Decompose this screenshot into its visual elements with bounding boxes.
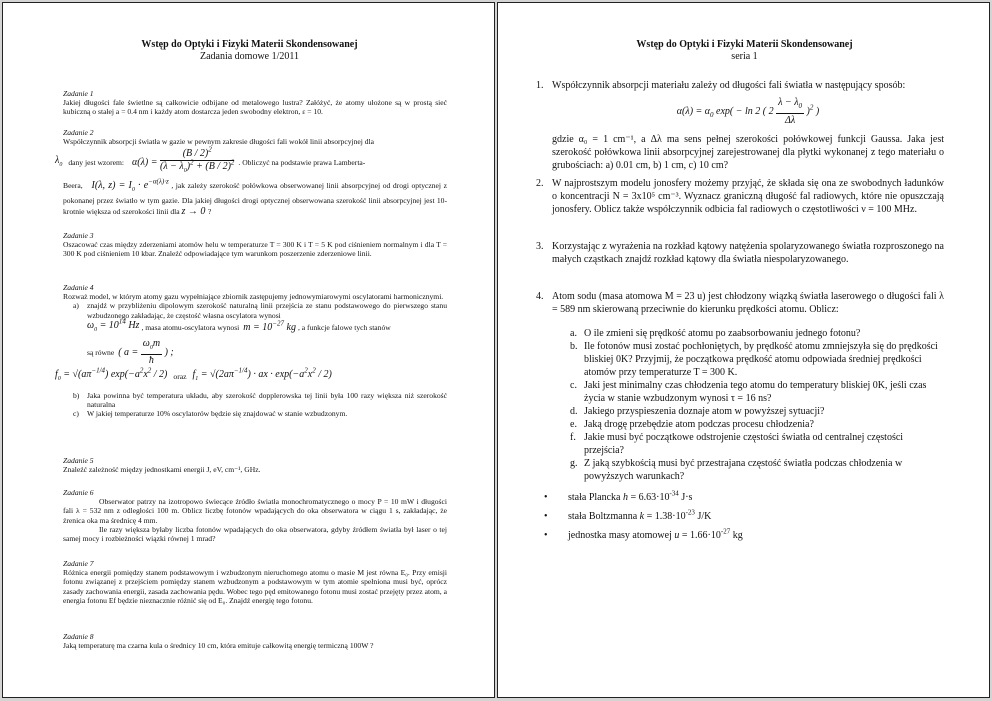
z-limit: z → 0 (181, 205, 208, 217)
constant-symbol: h (622, 492, 628, 503)
sub-text: znajdź w przybliżeniu dipolowym szerokość naturalną linii przejścia ze stanu podstawowego do pierwszego stanu wzbudzonego zakładając, że częstość własna oscylatora wynosi (87, 301, 447, 320)
sub-question (570, 431, 944, 457)
problem-label: Zadanie 7 (63, 559, 94, 568)
sub-question-text: Ile fotonów musi zostać pochłoniętych, by prędkość atomu zmniejszyła się do prędkości bliskiej 0K? Przyjmij, że początkowa prędkość atomu odpowiada średniej prędkości atomów przy temperaturze T = 300 K. (584, 341, 938, 378)
problem-2 (55, 128, 447, 218)
item-number: 4. (536, 291, 544, 302)
constant-value: 1.66·10 (690, 530, 721, 541)
problem-text: . Obliczyć na podstawie prawa Lamberta- (238, 158, 366, 168)
problem-text: Ile razy większa byłaby liczba fotonów wpadających do oka obserwatora, gdyby źródłem światła był laser o tej samej mocy i rozbieżności wiązki równej 1 mrad? (63, 524, 447, 544)
left-page (2, 2, 495, 698)
constants-list (540, 491, 940, 548)
problem-label: Zadanie 1 (63, 89, 94, 98)
sub-question-letter: d. (570, 406, 578, 417)
bullet-icon: • (544, 492, 548, 503)
constant-value: 1.38·10 (654, 511, 686, 522)
a-formula: ( a = $\frac{\omega_0m}{ħ}$ ) ; (118, 337, 174, 366)
item-text: W najprostszym modelu jonosfery możemy przyjąć, że składa się ona ze swobodnych ładunków o koncentracji N = 3x10⁵ cm⁻³. Wyznacz graniczną długość fal radiowych, które nie opuszczają jonosfery. Oblicz także współczynnik odbicia fal radiowych o częstotliwości ν = 100 MHz. (552, 178, 944, 215)
sub-question (570, 418, 944, 431)
formula-line (87, 338, 447, 367)
f0-formula: $f_0 = √(a\pi^{-1/4})$ $\exp(-a^2x^2 / 2)$ (55, 366, 168, 382)
problem-text: Obserwator patrzy na izotropowo świecące źródło światła monochromatycznego o mocy P = 10 mW i długości fali λ = 532 nm z odległości 100 m. Oblicz liczbę fotonów wpadających do oka obserwatora w ciągu 1 s, zakładając, że źrenica oka ma średnicę 4 mm. (63, 497, 447, 525)
item-number: 1. (536, 80, 544, 91)
constant-name: jednostka masy atomowej (568, 530, 672, 541)
problem-text: Rozważ model, w którym atomy gazu wypełniające zbiornik zastępujemy jednowymiarowymi oscylatorami harmonicznymi. (63, 292, 444, 302)
problem-text: Różnica energii pomiędzy stanem podstawowym i wzbudzonym nieruchomego atomu o masie M jest równa E₀. Przy emisji fotonu związanej z przejściem pomiędzy stanem wzbudzonym a podstawowym w tym atomie spełniona musi być, oprócz zasady zachowania energii, zasada zachowania pędu. Wobec tego pęd emitowanego fotonu musi zostać przejęty przez atom, a energia fotonu Ef będzie nieznacznie różnić się od E₀. Znajdź energię tego fotonu. (63, 568, 447, 605)
sub-question (570, 340, 944, 379)
constant-name: stała Plancka (568, 492, 621, 503)
item-3 (536, 240, 944, 266)
lambert-formula: I(λ, $z) = I_0 \cdot e^{-\alpha(\lambda)\cdot z}$ (85, 178, 169, 194)
sub-c: c) W jakiej temperaturze 10% oscylatorów będzie się znajdować w stanie wzbudzonym. (73, 409, 348, 419)
right-page (497, 2, 990, 698)
problem-label: Zadanie 5 (63, 456, 94, 465)
sub-question (570, 327, 944, 340)
sub-question-text: Jaki jest minimalny czas chłodzenia tego atomu do temperatury bliskiej 0K, jeśli czas życia w stanie wzbudzonym wynosi τ = 16 ns? (584, 380, 927, 404)
sub-question-letter: c. (570, 380, 577, 391)
sub-question (570, 405, 944, 418)
problem-label: Zadanie 8 (63, 632, 94, 641)
problem-label: Zadanie 6 (63, 488, 94, 497)
problem-text: ? (207, 206, 212, 216)
lambda0-symbol: $\lambda_0$ (55, 154, 63, 168)
left-subtitle: Zadania domowe 1/2011 (199, 51, 300, 62)
item-text: Atom sodu (masa atomowa M = 23 u) jest chłodzony wiązką światła laserowego o długości fali λ = 589 nm skierowaną przeciwnie do kierunku prędkości atomu. Oblicz: (552, 291, 944, 315)
item-1 (536, 79, 944, 172)
constant-item: • stała Boltzmanna $k = 1.38\cdot 10^{-23}$ J/K (540, 510, 940, 523)
constant-symbol: k (639, 511, 645, 522)
problem-text: , jak zależy szerokość połówkowa obserwowanej linii absorpcyjnej od drogi optycznej z pokonanej przez światło w tym gazie. Dla jakiej długości drogi optycznej obserwowana szerokość linii absorpcyjnej jest 10-krotnie większa od szerokości linii dla (63, 181, 447, 216)
constant-exponent: -23 (685, 508, 695, 517)
problem-text-block (63, 180, 447, 217)
item-number: 2. (536, 178, 544, 189)
sub-question (570, 457, 944, 483)
sub-question-letter: f. (570, 432, 576, 443)
sub-b: b) Jaka powinna być temperatura układu, aby szerokość dopplerowska tej linii była 100 razy większa niż szerokość naturalna (73, 390, 447, 410)
problem-text: Znaleźć zależność między jednostkami energii J, eV, cm⁻¹, GHz. (63, 465, 261, 475)
sub-question-text: Jakie musi być początkowe odstrojenie częstości światła od centralnej częstości przejścia? (584, 432, 904, 456)
right-subtitle: seria 1 (731, 51, 758, 62)
sub-question-letter: g. (570, 458, 578, 469)
gauss-formula: $\alpha(\lambda) = \alpha_0$ exp( − ln 2 ( 2 $\frac{\lambda - \lambda_0}{\Delta\lambda}$ )$^2$ ) (676, 97, 820, 126)
sub-question-list (570, 327, 944, 483)
problem-label: Zadanie 3 (63, 231, 94, 240)
sub-question-text: Jakiego przyspieszenia doznaje atom w powyższej sytuacji? (584, 406, 825, 417)
constant-unit: kg (732, 530, 743, 541)
problem-4 (55, 283, 447, 419)
constant-symbol: u (674, 530, 680, 541)
sub-question (570, 379, 944, 405)
constant-name: stała Boltzmanna (568, 511, 638, 522)
sub-question-text: Jaką drogę przebędzie atom podczas procesu chłodzenia? (584, 419, 814, 430)
problem-text: Jakiej długości fale świetlne są całkowicie odbijane od metalowego lustra? Załóżyć, że atomy ułożone są w prostą sieć kubiczną o stałej a = 0.4 nm i każdy atom dostarcza jeden swobodny elektron, ε = 10. (63, 98, 447, 117)
sub-question-text: O ile zmieni się prędkość atomu po zaabsorbowaniu jednego fotonu? (584, 328, 861, 339)
omega-formula: $\omega_0 = 10^{14}$ Hz (87, 317, 140, 333)
sub-a: a) znajdź w przybliżeniu dipolowym szerokość naturalną linii przejścia ze stanu podstawowego do pierwszego stanu wzbudzonego zakładając, że częstość własna oscylatora wynosi $\omega_0 = 10^{14}$ Hz , masa atomu-oscylatora wynosi $m = 10^{-27}$ kg , a funkcje falowe tych stanów są równe ( a = $\frac{\omega_0m}{ħ}$ ) ; (73, 301, 447, 366)
constant-exponent: -34 (669, 489, 679, 498)
formula-line (87, 317, 447, 336)
sub-question-letter: a. (570, 328, 577, 339)
sub-text: W jakiej temperaturze 10% oscylatorów będzie się znajdować w stanie wzbudzonym. (87, 409, 348, 419)
constant-unit: J·s (681, 492, 693, 503)
left-title: Wstęp do Optyki i Fizyki Materii Skondensowanej (141, 39, 358, 50)
problem-8 (63, 632, 447, 650)
problem-label: Zadanie 4 (63, 283, 94, 292)
sub-question-letter: e. (570, 419, 577, 430)
formula-line (55, 146, 447, 177)
bullet-icon: • (544, 530, 548, 541)
problem-text: Oszacować czas między zderzeniami atomów helu w temperaturze T = 300 K i T = 5 K pod ciśnieniem normalnym i dla T = 300 K pod ciśnieniem 10 kbar. Znaleźć odpowiadające tym warunkom poszerzenie zderzeniowe linii. (63, 240, 447, 259)
right-header (498, 39, 990, 63)
problem-6 (63, 488, 447, 543)
constant-unit: J/K (697, 511, 712, 522)
problem-text: Jaką temperaturę ma czarna kula o średnicy 10 cm, która emituje całkowitą energię termiczną 100W ? (63, 641, 374, 651)
problem-5 (63, 456, 447, 474)
sub-text: , a funkcje falowe tych stanów (297, 323, 391, 333)
item-4 (536, 290, 944, 316)
constant-value: 6.63·10 (638, 492, 670, 503)
problem-label: Zadanie 2 (63, 128, 94, 137)
problem-3 (63, 231, 447, 259)
sub-text: Jaka powinna być temperatura układu, aby szerokość dopplerowska tej linii była 100 razy większa niż szerokość naturalna (87, 390, 447, 410)
problem-text: dany jest wzorem: (68, 158, 125, 168)
problem-7 (63, 559, 447, 605)
sub-text: oraz (173, 372, 187, 382)
item-2 (536, 177, 944, 216)
sub-question-letter: b. (570, 341, 578, 352)
problem-text: Współczynnik absorpcji światła w gazie w pewnym zakresie długości fali wokół linii absorpcyjnej dla (63, 137, 375, 147)
left-header (3, 39, 495, 63)
f1-formula: $f_1 = √(2a\pi^{-1/4})$ · ax · $\exp(-a^2x^2 / 2)$ (192, 366, 332, 382)
constant-item: • stała Plancka $h = 6.63\cdot 10^{-34}$ J·s (540, 491, 940, 504)
sub-text: , masa atomu-oscylatora wynosi (141, 323, 240, 333)
constant-exponent: -27 (720, 527, 731, 536)
alpha-formula: α(λ) = $\frac{(B / 2)^2}{(\lambda - \lambda_0)^2 + (B / 2)^2}$ (132, 146, 235, 175)
item-text: Korzystając z wyrażenia na rozkład kątowy natężenia spolaryzowanego światła rozproszonego na małych cząstkach znajdź rozkład kątowy dla światła niespolaryzowanego. (552, 241, 944, 265)
bullet-icon: • (544, 511, 548, 522)
constant-item: • jednostka masy atomowej $u = 1.66\cdot 10^{-27}$ kg (540, 529, 940, 542)
problem-text: Beera, (63, 181, 83, 191)
right-title: Wstęp do Optyki i Fizyki Materii Skondensowanej (636, 39, 853, 50)
item-number: 3. (536, 241, 544, 252)
problem-1 (63, 89, 447, 117)
sub-text: są równe (87, 347, 115, 357)
mass-formula: $m = 10^{-27}$ kg (243, 319, 296, 333)
sub-question-text: Z jaką szybkością musi być przestrajana częstość światła podczas chłodzenia w powyższych warunkach? (584, 458, 903, 482)
item-text: Współczynnik absorpcji materiału zależy od długości fali światła w następujący sposób: (552, 80, 906, 91)
wavefunction-line (55, 366, 447, 385)
item-text: gdzie α₀ = 1 cm⁻¹, a Δλ ma sens pełnej szerokości połówkowej funkcji Gaussa. Jaka jest szerokość połówkowa linii absorpcyjnej zarejestrowanej dla płytki wykonanej z tego materiału o grubościach: a) 0.01 cm, b) 1 cm, c) 10 cm? (552, 134, 944, 171)
